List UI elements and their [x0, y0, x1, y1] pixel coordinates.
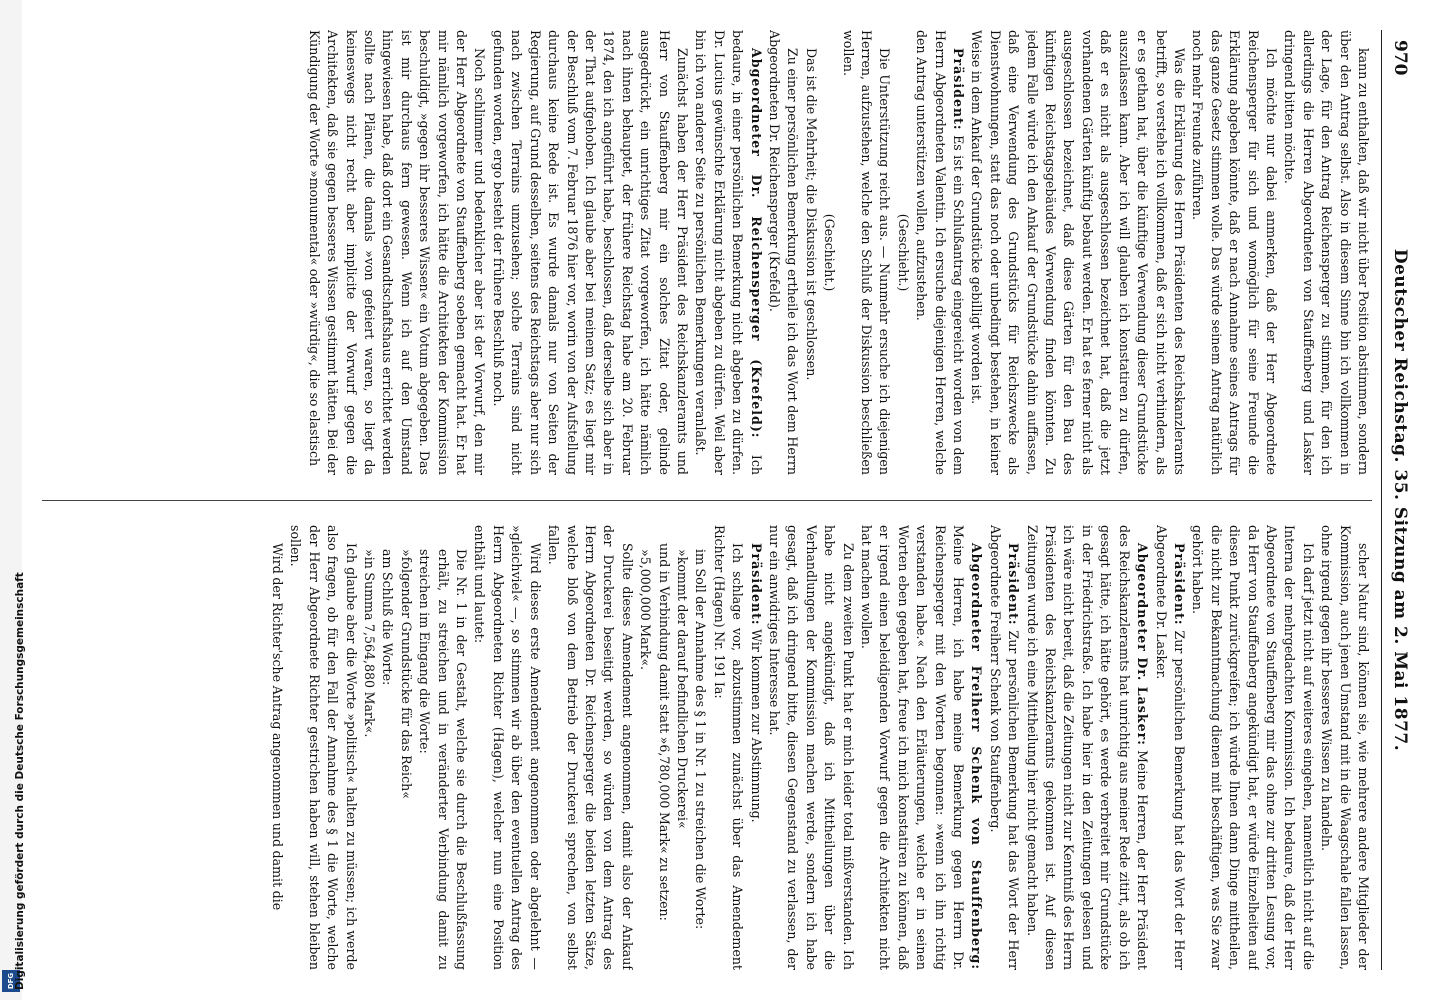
paragraph-text: am Schluß die Worte: — [380, 549, 396, 686]
paragraph — [286, 525, 360, 970]
paragraph — [801, 30, 819, 475]
speaker-paragraph — [857, 525, 986, 970]
paragraph — [654, 525, 672, 970]
paragraph-text: Zu dem zweiten Punkt hat er mich leider total mißverstanden. Ich habe nicht angekündigt, daß ich Mittheilungen über die Verhandlungen der Kommission machen werde, sondern ich habe gesagt, daß ich dringend bitte, diesen Gegenstand zu verlassen, der nur ein anwidriges Interesse hat. — [767, 525, 856, 970]
left-column — [32, 30, 1372, 475]
paragraph — [378, 525, 396, 970]
paragraph — [396, 525, 414, 970]
paragraph-text: Wir kommen zur Abstimmung. — [748, 625, 764, 823]
paragraph-text: »5,000,000 Mark«. — [638, 549, 654, 671]
paragraph-text: »kommt der darauf befindlichen Druckerei« — [674, 549, 690, 829]
paragraph-text: Sollte dieses Amendement angenommen, damit also der Ankauf der Druckerei beseitigt werden, so würden von dem Antrag des Herrn Abgeordneten Dr. Reichensperger die beiden letzten Sätze, welche bloß von dem Betrieb der Druckerei sprechen, von selbst fallen. — [546, 525, 635, 970]
paragraph-text: Ich glaube aber die Worte »politisch« halten zu müssen; ich werde also fragen, ob für den Fall der Annahme des § 1 die Worte, welche der Herr Abgeordnete Richter gestrichen haben will, stehen bleiben sollen. — [288, 525, 359, 970]
paragraph-text: Zu einer persönlichen Bemerkung ertheile ich das Wort dem Herrn Abgeordneten Dr. Reichensperger (Krefeld). — [767, 30, 801, 475]
speaker-paragraph — [1022, 525, 1151, 970]
page-header — [1386, 30, 1412, 970]
paragraph-text: Ich bedaure, in einer persönlichen Bemerkung nicht abgeben zu dürfen. Dr. Lucius gewünschte Erklärung nicht abgeben zu dürfen. Weil aber bin ich von anderer Seite zu persönlichen Bemerkungen veranlaßt. — [693, 30, 764, 475]
paragraph — [544, 525, 636, 970]
paragraph-text: Die Unterstützung reicht aus. — Nunmehr ersuche ich diejenigen Herren, aufzustehen, welche den Schluß der Diskussion beschließen wollen. — [840, 30, 893, 475]
speaker-name: Präsident: — [1006, 543, 1022, 626]
paragraph — [636, 525, 654, 970]
speaker-name: Präsident: — [748, 543, 764, 626]
paragraph-text: Wird dieses erste Amendement angenommen oder abgelehnt — »gleichviel« —, so stimmen wir ab über den eventuellen Antrag des Herrn Abgeordneten Richter (Hagen), welcher nun eine Position enthält und lautet: — [472, 525, 543, 970]
paragraph-text: Ich darf jetzt nicht auf weiteres eingehen, namentlich nicht auf die Interna der mehrgedachten Kommission. Ich bedaure, daß der Herr Abgeordnete von Stauffenberg mir das ohne zur dritten Lesung vor, da Herr von Stauffenberg angekündigt hat, er würde Einzelheiten auf diesen Punkt zurückgreifen; ich würde Ihnen dann Dinge mittheilen, die nicht zur Bekanntmachung dienen mit beschäftigen, was Sie zwar gehört haben. — [1190, 525, 1316, 970]
paragraph-text: Was die Erklärung des Herrn Präsidenten des Reichskanzleramts betrifft, so verstehe ich vollkommen, daß er sich nicht verhindern, als er es gethan hat, über die künftige Verwendung dieser Grundstücke auszulassen kann. Aber ich will glauben ich konstatiren zu dürfen, daß er es nicht als ausgeschlossen bezeichnet hat, daß die jetzt vorhandenen Gärten künftig bebaut werden. Er hat es ferner nicht als ausgeschlossen bezeichnet, daß diese Gärten für den Bau des künftigen Reichstagsgebäudes Verwendung finden könnten. Zu jedem Falle würde ich den Ankauf der Grundstücke dahin auffassen, daß eine Verwendung des Grundstücks für Reichszwecke als Dienstwohnungen, statt das noch oder unbedingt bestehen, in keiner Weise in dem Ankauf der Grundstücke gebilligt worden ist. — [969, 30, 1187, 475]
paragraph-text: scher Natur sind, können sie, wie mehrere andere Mitglieder der Kommission, auch jenen Umstand mit in die Waagschale fallen lassen, ohne irgend gegen ihr besseres Wissen zu handeln. — [1319, 525, 1371, 970]
paragraph-text: Zunächst haben der Herr Präsident des Reichskanzleramts und Herr von Stauffenberg mir ein solches Zitat oder, gelinde ausgedrückt, ein unrichtiges Zitat vorgeworfen, ich hätte nämlich nach ihnen behauptet, der frühere Reichstag habe am 20. Februar 1874, den ich angeführt habe, beschlossen, daß derselbe sich aber in der That aufgehoben. Ich glaube aber bei meinem Satz; es liegt mir der Beschluß vom 7. Februar 1876 hier vor, worin von der Aufstellung durchaus keine Rede ist. Es wurde damals nur von Seiten der Regierung, auf Grund desselben, seitens des Reichstags aber nur sich nach zwischen Terrains umzusehen; solche Terrains sind nicht gefunden worden, ergo besteht der frühere Beschluß noch. — [490, 30, 690, 475]
digitization-note: Digitalisierung gefördert durch die Deutsche Forschungsgemeinschaft — [14, 572, 26, 990]
paragraph-text: Ich möchte nur dabei anmerken, daß der Herr Abgeordnete Reichensperger für sich und womöglich für seine Freunde die Erklärung abgeben könnte, daß er nach Annahme seines Antrags für das ganze Gesetz stimmen wolle. Das würde seinem Antrag natürlich noch mehr Freunde zuführen. — [1190, 30, 1279, 475]
paragraph-text: Das ist die Mehrheit; die Diskussion ist geschlossen. — [803, 48, 819, 381]
paragraph — [673, 525, 691, 970]
page-number: 970 — [1390, 40, 1410, 76]
speaker-name: Abgeordneter Dr. Lasker: — [1135, 543, 1151, 746]
paragraph — [360, 525, 378, 970]
paragraph-text: im Soll der Annahme des § 1 in Nr. 1 zu streichen die Worte: — [693, 549, 709, 930]
header-rule — [1381, 30, 1382, 970]
paragraph-text: Zur persönlichen Bemerkung hat das Wort der Herr Abgeordnete Dr. Lasker. — [1153, 525, 1187, 970]
paragraph — [304, 30, 488, 475]
paragraph — [1188, 525, 1317, 970]
paragraph — [765, 30, 802, 475]
paragraph-text: »in Summa 7,564,880 Mark«. — [362, 549, 378, 738]
paragraph-text: Ich schlage vor, abzustimmen zunächst über das Amendement Richter (Hagen) Nr. 191 Ia: — [711, 525, 746, 970]
speaker-paragraph — [912, 30, 967, 475]
paragraph-text: Meine Herren, der Herr Präsident des Reichskanzleramts hat unrichtig aus meiner Rede zitirt, als ob ich gesagt hätte, ich hätte gehört, es werde verbreitet mir Grundstücke in der Friedrichstraße. Ich habe hier in den Zeitungen gelesen und ich wäre nicht bereit, daß die Zeitungen nicht zur Kenntniß des Herrn Präsidenten des Reichskanzleramts gekommen ist. Auf diesen Zeitungen wurde ich eine Mittheilung hier nicht gemacht haben. — [1024, 525, 1151, 970]
speaker-paragraph — [1151, 525, 1188, 970]
paragraph-text: (Geschieht.) — [822, 213, 838, 292]
column-divider — [42, 500, 1372, 501]
paragraph-text: Meine Herren, ich habe meine Bemerkung gegen Herrn Dr. Reichensperger mit den Worten begonnen: »wenn ich ihn richtig verstanden habe.« Nach den Erläuterungen, welche er in seinen Worten eben gegeben hat, freue ich mich konstatiren zu können, daß er irgend einen beleidigenden Vorwurf gegen die Architekten nicht hat machen wollen. — [859, 525, 967, 970]
paragraph — [691, 525, 709, 970]
paragraph — [838, 30, 893, 475]
paragraph-text: »folgender Grundstücke für das Reich« — [398, 549, 414, 799]
paragraph-text: Noch schlimmer und bedenklicher aber ist der Vorwurf, den mir der Herr Abgeordnete von Stauffenberg soeben gemacht hat. Er hat mir nämlich vorgeworfen, ich hätte die Architekten der Kommission beschuldigt, »gegen ihr besseres Wissen« ein Votum abgegeben. Das ist mir durchaus fern gewesen. Wenn ich auf den Umstand hingewiesen habe, daß dort ein Gesandtschaftshaus errichtet werden sollte nach Plänen, die damals »von gefeiert waren, so liegt da keineswegs nicht recht aber implicite der Vorwurf gegen die Architekten, daß sie gegen besseres Wissen gestimmt hätten. Bei der Kündigung der Worte »monumental« oder »würdig«, die so elastisch — [306, 30, 488, 475]
paragraph — [268, 525, 286, 970]
speaker-name: Präsident: — [1171, 543, 1187, 626]
paragraph — [1317, 525, 1372, 970]
speaker-name: Abgeordneter Freiherr Schenk von Stauffenberg: — [969, 543, 985, 970]
speaker-paragraph — [985, 525, 1022, 970]
paragraph — [1188, 30, 1280, 475]
paragraph — [709, 525, 746, 970]
paragraph — [415, 525, 470, 970]
paragraph — [489, 30, 691, 475]
stage-direction — [820, 30, 838, 475]
speaker-paragraph — [691, 30, 765, 475]
paragraph — [967, 30, 1188, 475]
paragraph — [470, 525, 544, 970]
speaker-paragraph — [746, 525, 764, 970]
speaker-name: Präsident: — [951, 48, 967, 131]
paragraph-text: (Geschieht.) — [895, 213, 911, 292]
paragraph-text: Wird der Richter'sche Antrag angenommen und damit die — [270, 543, 286, 911]
dfg-logo-icon: DFG — [2, 970, 20, 992]
paragraph-text: und in Verbindung damit statt »6,780,000 Mark« zu setzen: — [656, 543, 672, 921]
page-title: Deutscher Reichstag. 35. Sitzung am 2. Mai 1877. — [1390, 248, 1410, 752]
speaker-name: Abgeordneter Dr. Reichensperger (Krefeld): — [748, 48, 764, 439]
right-column — [32, 525, 1372, 970]
paragraph-text: Es ist ein Schlußantrag eingereicht worden von dem Herrn Abgeordneten Valentin. Ich ersuche diejenigen Herren, welche den Antrag unterstützen wollen, aufzustehen. — [914, 30, 967, 475]
paragraph — [765, 525, 857, 970]
paragraph-text: Die Nr. 1 in der Gestalt, welche sie durch die Beschlußfassung erhält, zu streichen und in veränderter Verbindung damit zu streichen im Eingang die Worte: — [417, 549, 470, 970]
stage-direction — [893, 30, 911, 475]
paragraph — [1280, 30, 1372, 475]
paragraph-text: Zur persönlichen Bemerkung hat das Wort der Herr Abgeordnete Freiherr Schenk von Stauffenberg. — [987, 525, 1022, 970]
paragraph-text: kann zu enthalten, daß wir nicht über Position abstimmen, sondern über den Antrag selbst. Also in diesem Sinne bin ich vollkommen in der Lage, für den Antrag Reichensperger zu stimmen, für den ich allerdings die Herren Abgeordneten von Stauffenberg und Lasker dringend bitten möchte. — [1282, 30, 1371, 475]
